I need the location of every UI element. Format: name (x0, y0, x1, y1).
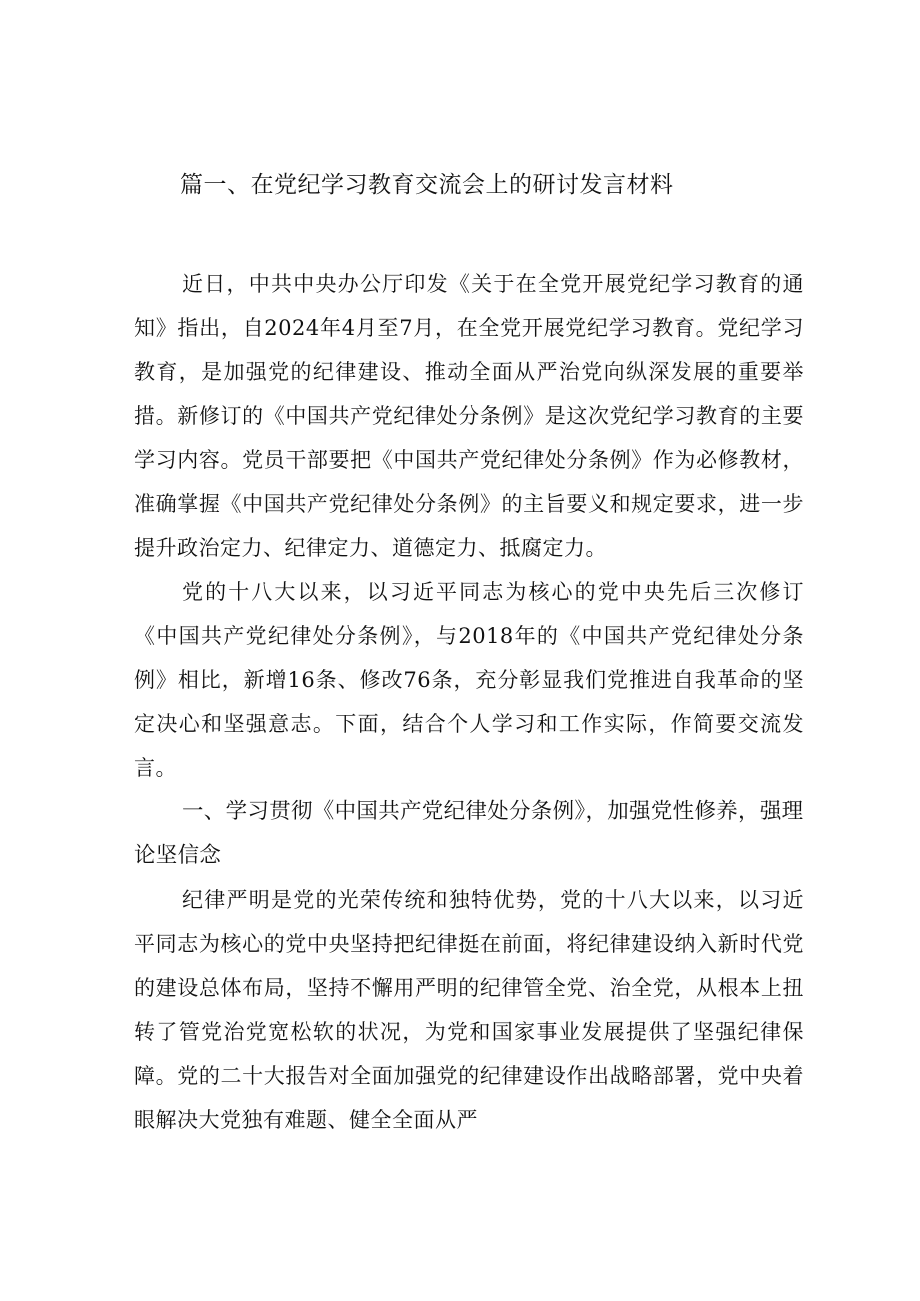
document-body (134, 262, 804, 1142)
section-heading: 一、学习贯彻《中国共产党纪律处分条例》，加强党性修养，强理论坚信念 (134, 799, 804, 868)
background-paragraph: 党的十八大以来，以习近平同志为核心的党中央先后三次修订《中国共产党纪律处分条例》，与2018年的《中国共产党纪律处分条例》相比，新增16条、修改76条，充分彰显我们党推进自我革命的坚定决心和坚强意志。下面，结合个人学习和工作实际，作简要交流发言。 (134, 580, 804, 780)
intro-paragraph: 近日，中共中央办公厅印发《关于在全党开展党纪学习教育的通知》指出，自2024年4月至7月，在全党开展党纪学习教育。党纪学习教育，是加强党的纪律建设、推动全面从严治党向纵深发展的重要举措。新修订的《中国共产党纪律处分条例》是这次党纪学习教育的主要学习内容。党员干部要把《中国共产党纪律处分条例》作为必修教材，准确掌握《中国共产党纪律处分条例》的主旨要义和规定要求，进一步提升政治定力、纪律定力、道德定力、抵腐定力。 (134, 272, 804, 560)
document-title: 篇一、在党纪学习教育交流会上的研讨发言材料 (180, 172, 674, 198)
section-paragraph: 纪律严明是党的光荣传统和独特优势，党的十八大以来，以习近平同志为核心的党中央坚持把纪律挺在前面，将纪律建设纳入新时代党的建设总体布局，坚持不懈用严明的纪律管全党、治全党，从根本上扭转了管党治党宽松软的状况，为党和国家事业发展提供了坚强纪律保障。党的二十大报告对全面加强党的纪律建设作出战略部署，党中央着眼解决大党独有难题、健全全面从严 (134, 888, 804, 1132)
